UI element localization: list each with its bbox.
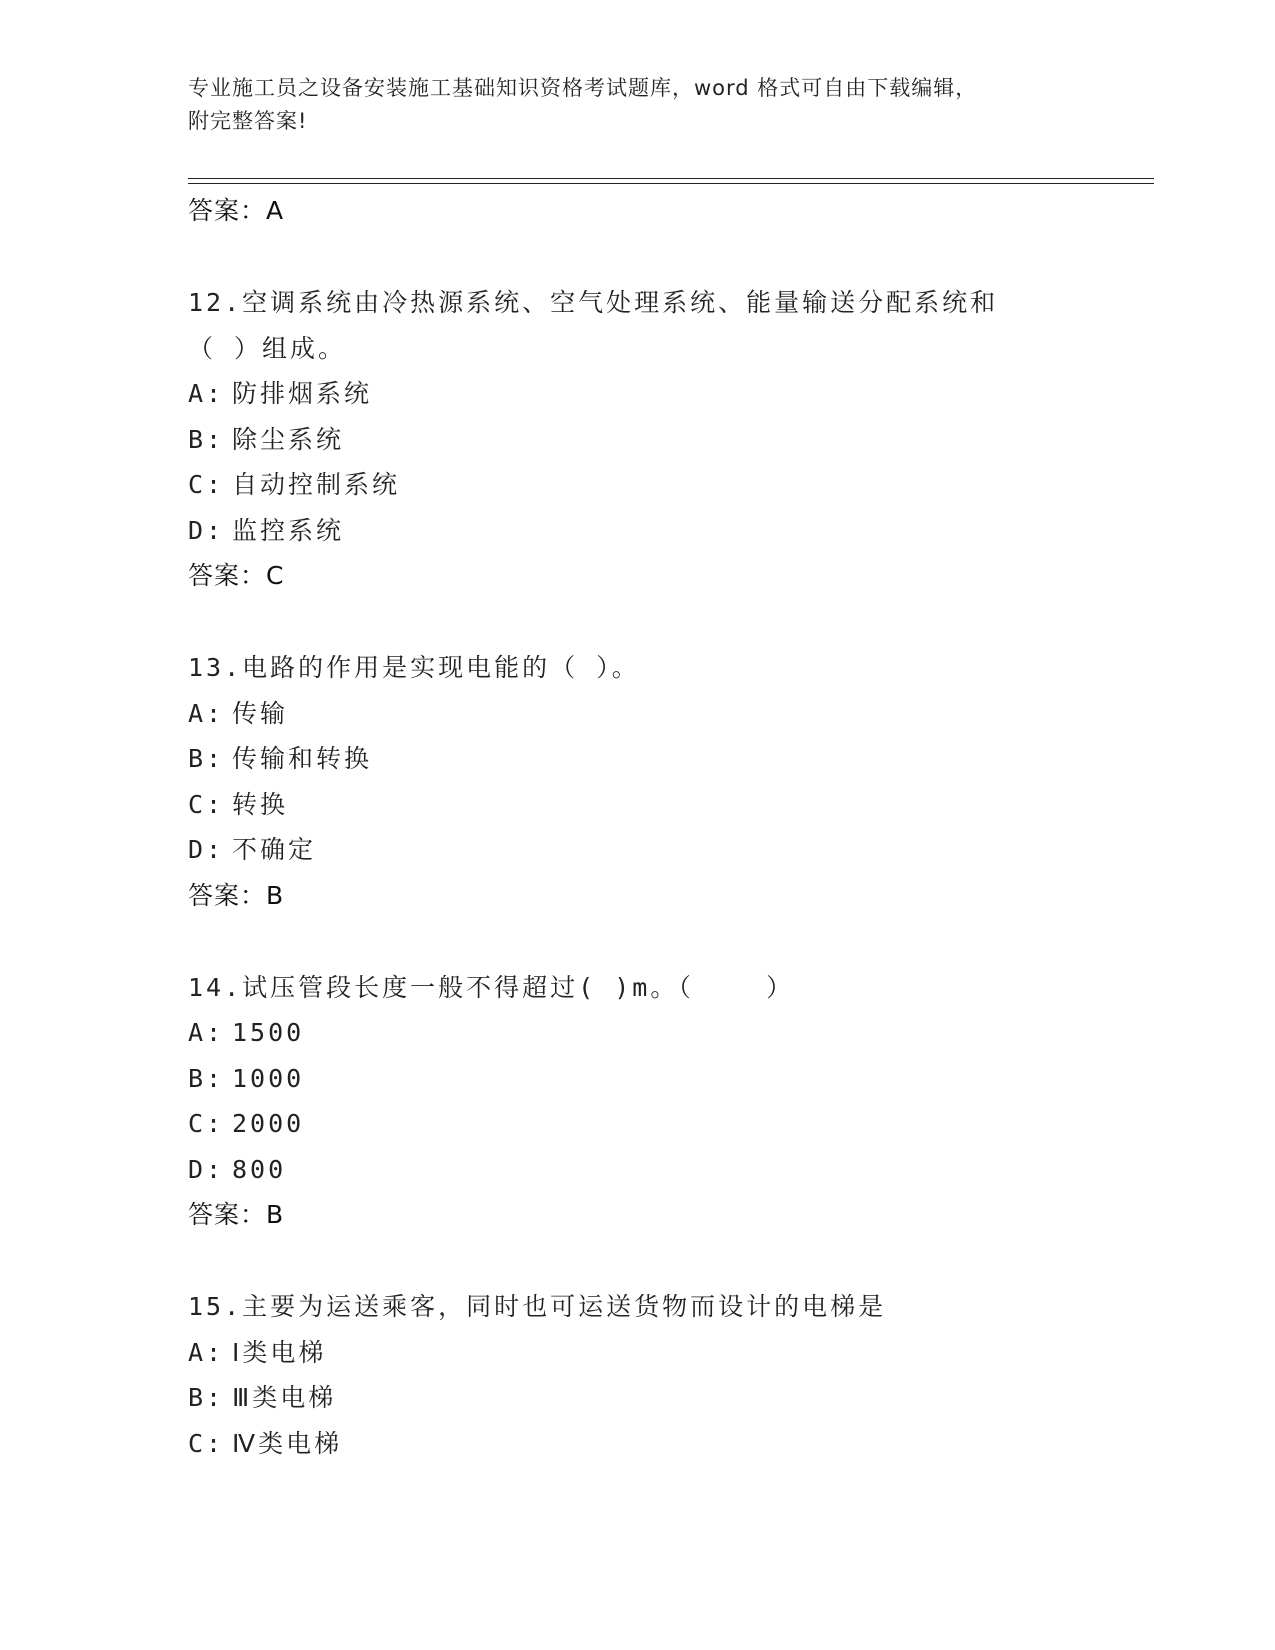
option-text: 1000 (232, 1063, 305, 1093)
question-list (188, 188, 1154, 1466)
option-b (188, 1375, 1154, 1421)
answer-line: 答案：B (188, 880, 285, 910)
option-text: 自动控制系统 (232, 470, 401, 499)
header-line-1: 专业施工员之设备安装施工基础知识资格考试题库，word 格式可自由下载编辑， (188, 76, 978, 100)
option-b (188, 417, 1154, 463)
option-b (188, 736, 1154, 782)
option-text: Ⅳ类电梯 (232, 1428, 343, 1458)
question-text: 12.空调系统由冷热源系统、空气处理系统、能量输送分配系统和（ ）组成。 (188, 288, 999, 363)
option-text: 传输 (232, 698, 289, 728)
option-a (188, 371, 1154, 417)
option-key: B: (188, 424, 225, 454)
option-a (188, 1010, 1154, 1056)
question-14 (188, 919, 1154, 1239)
option-b (188, 1056, 1154, 1102)
answer-line: 答案：B (188, 1200, 285, 1229)
option-c (188, 782, 1154, 828)
document-header (188, 72, 1088, 138)
header-divider-bottom (188, 183, 1154, 184)
option-text: 转换 (232, 789, 289, 819)
answer-line: 答案：A (188, 196, 285, 225)
option-key: A: (188, 1018, 225, 1047)
option-key: D: (188, 515, 225, 545)
option-text: 监控系统 (232, 515, 345, 545)
option-key: B: (188, 1063, 225, 1093)
option-c (188, 1421, 1154, 1467)
option-key: C: (188, 470, 225, 499)
header-line-2: 附完整答案! (188, 109, 308, 133)
option-d (188, 508, 1154, 554)
option-text: 防排烟系统 (232, 379, 373, 408)
question-text: 15.主要为运送乘客，同时也可运送货物而设计的电梯是 (188, 1292, 887, 1321)
option-text: 2000 (232, 1109, 305, 1138)
option-key: B: (188, 1383, 225, 1412)
option-d (188, 827, 1154, 873)
answer-line: 答案：C (188, 561, 285, 590)
option-c (188, 462, 1154, 508)
header-divider-top (188, 178, 1154, 179)
option-key: D: (188, 1154, 225, 1184)
option-d (188, 1147, 1154, 1193)
option-key: C: (188, 1109, 225, 1138)
option-a (188, 691, 1154, 737)
option-text: 1500 (232, 1018, 305, 1047)
option-key: A: (188, 698, 225, 728)
question-text: 14.试压管段长度一般不得超过( )m。（ ） (188, 972, 795, 1002)
option-text: 不确定 (232, 835, 317, 864)
option-a (188, 1330, 1154, 1376)
question-12 (188, 234, 1154, 599)
question-text: 13.电路的作用是实现电能的（ ）。 (188, 653, 640, 682)
option-key: C: (188, 789, 225, 819)
question-15 (188, 1238, 1154, 1466)
option-text: 除尘系统 (232, 424, 345, 454)
option-text: Ⅲ类电梯 (232, 1383, 337, 1412)
option-text: 传输和转换 (232, 744, 373, 773)
option-text: Ⅰ类电梯 (232, 1337, 327, 1367)
option-key: C: (188, 1428, 225, 1458)
option-c (188, 1101, 1154, 1147)
option-text: 800 (232, 1154, 287, 1184)
option-key: A: (188, 1337, 225, 1367)
option-key: D: (188, 835, 225, 864)
question-13 (188, 599, 1154, 919)
option-key: B: (188, 744, 225, 773)
option-key: A: (188, 379, 225, 408)
